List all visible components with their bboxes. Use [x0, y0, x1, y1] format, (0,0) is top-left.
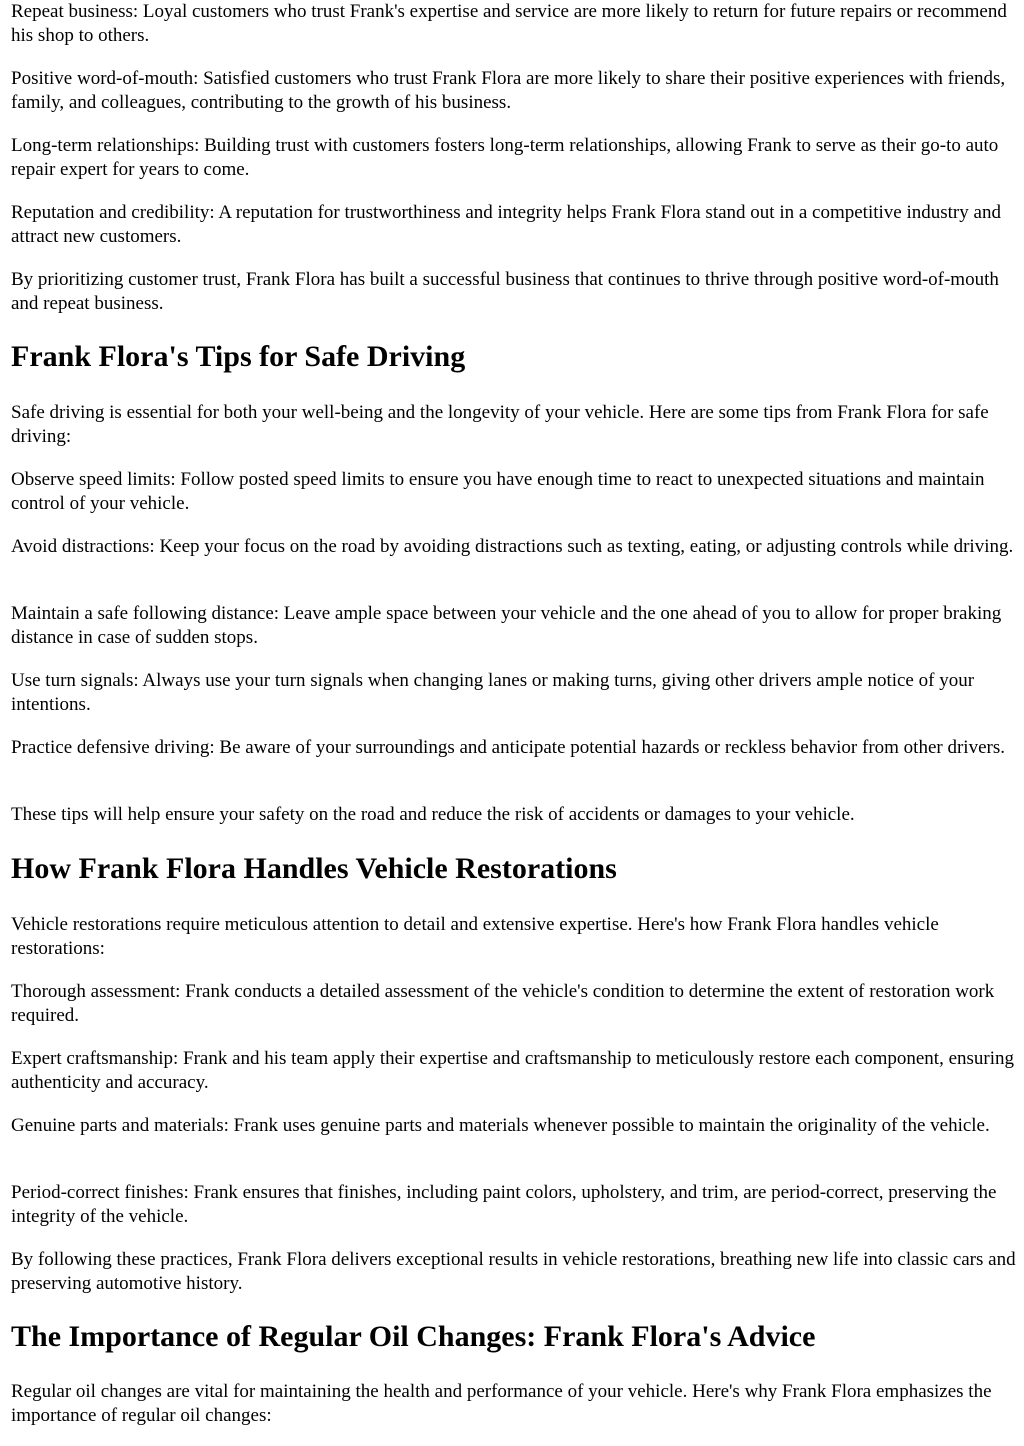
paragraph-safe-driving-summary: These tips will help ensure your safety on the road and reduce the risk of accidents or damages to your vehicle. [11, 804, 855, 825]
paragraph-thorough-assessment: Thorough assessment: Frank conducts a detailed assessment of the vehicle's condition to determine the extent of restoration work required. [11, 981, 995, 1026]
paragraph-positive-word-of-mouth: Positive word-of-mouth: Satisfied customers who trust Frank Flora are more likely to share their positive experiences with friends, family, and colleagues, contributing to the growth of his business. [11, 68, 1006, 113]
paragraph-turn-signals: Use turn signals: Always use your turn signals when changing lanes or making turns, giving other drivers ample notice of your intentions. [11, 670, 975, 715]
paragraph-expert-craftsmanship: Expert craftsmanship: Frank and his team apply their expertise and craftsmanship to meticulously restore each component, ensuring authenticity and accuracy. [11, 1048, 1015, 1093]
paragraph-defensive-driving: Practice defensive driving: Be aware of your surroundings and anticipate potential hazards or reckless behavior from other drivers. [11, 737, 1005, 758]
heading-safe-driving-tips: Frank Flora's Tips for Safe Driving [11, 340, 466, 373]
paragraph-following-distance: Maintain a safe following distance: Leave ample space between your vehicle and the one ahead of you to allow for proper braking distance in case of sudden stops. [11, 603, 1002, 648]
paragraph-safe-driving-intro: Safe driving is essential for both your well-being and the longevity of your vehicle. Here are some tips from Frank Flora for safe driving: [11, 402, 989, 447]
paragraph-avoid-distractions: Avoid distractions: Keep your focus on the road by avoiding distractions such as texting, eating, or adjusting controls while driving. [11, 536, 1014, 557]
paragraph-oil-changes-intro: Regular oil changes are vital for maintaining the health and performance of your vehicle. Here's why Frank Flora emphasizes the importance of regular oil changes: [11, 1381, 992, 1426]
paragraph-reputation-credibility: Reputation and credibility: A reputation for trustworthiness and integrity helps Frank Flora stand out in a competitive industry and attract new customers. [11, 202, 1001, 247]
paragraph-long-term-relationships: Long-term relationships: Building trust with customers fosters long-term relationships, allowing Frank to serve as their go-to auto repair expert for years to come. [11, 135, 999, 180]
heading-regular-oil-changes: The Importance of Regular Oil Changes: Frank Flora's Advice [11, 1320, 816, 1353]
paragraph-period-correct: Period-correct finishes: Frank ensures that finishes, including paint colors, upholstery, and trim, are period-correct, preserving the integrity of the vehicle. [11, 1182, 997, 1227]
paragraph-repeat-business: Repeat business: Loyal customers who trust Frank's expertise and service are more likely to return for future repairs or recommend his shop to others. [11, 1, 1007, 46]
paragraph-restorations-summary: By following these practices, Frank Flora delivers exceptional results in vehicle restorations, breathing new life into classic cars and preserving automotive history. [11, 1249, 1016, 1294]
paragraph-restorations-intro: Vehicle restorations require meticulous attention to detail and extensive expertise. Here's how Frank Flora handles vehicle restorations: [11, 914, 939, 959]
heading-vehicle-restorations: How Frank Flora Handles Vehicle Restorations [11, 852, 617, 885]
paragraph-prioritizing-trust: By prioritizing customer trust, Frank Flora has built a successful business that continues to thrive through positive word-of-mouth and repeat business. [11, 269, 999, 314]
paragraph-observe-speed-limits: Observe speed limits: Follow posted speed limits to ensure you have enough time to react to unexpected situations and maintain control of your vehicle. [11, 469, 985, 514]
paragraph-genuine-parts: Genuine parts and materials: Frank uses genuine parts and materials whenever possible to maintain the originality of the vehicle. [11, 1115, 990, 1136]
